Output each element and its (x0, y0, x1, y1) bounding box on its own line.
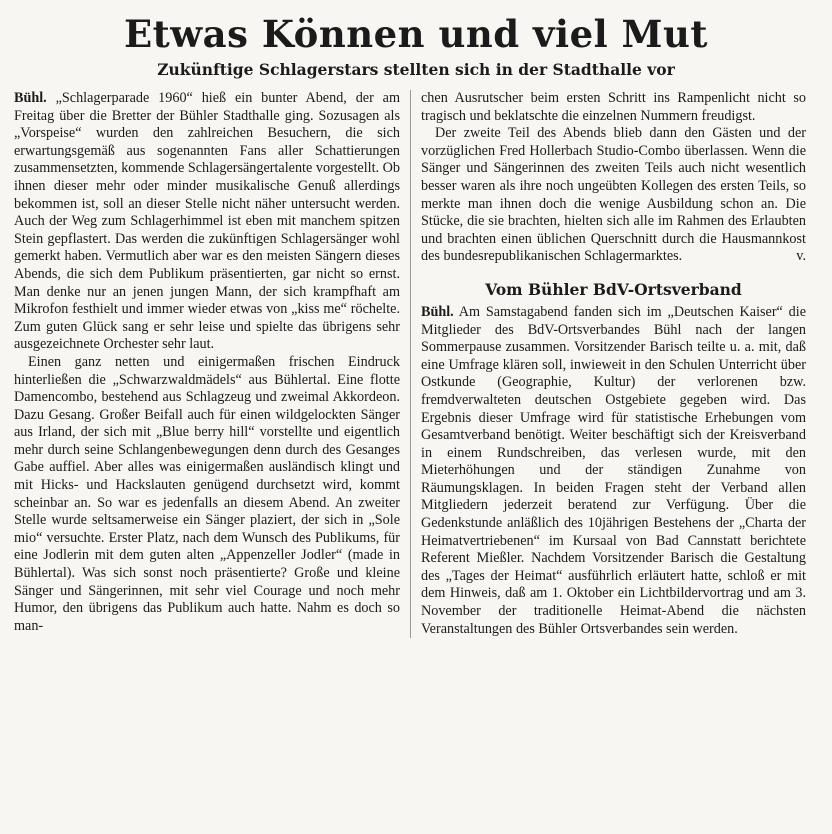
dateline: Bühl. (421, 303, 454, 320)
paragraph (14, 90, 400, 354)
paragraph-text: chen Ausrutscher beim ersten Schritt ins Rampenlicht nicht so tragisch und beklatschte die einzelnen Nummern freudigst. (421, 90, 806, 124)
paragraph-text: Einen ganz netten und einigermaßen frischen Eindruck hinterließen die „Schwarzwaldmädels“ aus Bühlertal. Eine flotte Damencombo, bestehend aus Schlagzeug und zweimal Akkordeon. Dazu Gesang. Großer Beifall auch für einen wildgelockten Sänger aus Irland, der sich mit „Blue berry hill“ vorstellte und eigentlich mehr durch seine Schlangenbewegungen denn durch des Gesanges Gabe auffiel. Aber alles was einigermaßen ausländisch klingt und mit Hicks- und Hackslauten genügend durchsetzt wird, kommt scheinbar an. So war es jedenfalls an diesem Abend. An zweiter Stelle wurde seltsamerweise ein Sänger plaziert, der sich in „Sole mio“ versuchte. Erster Platz, nach dem Wunsch des Publikums, für eine Jodlerin mit dem guten alten „Appenzeller Jodler“ (made in Bühlertal). Was sich sonst noch präsentierte? Große und kleine Sänger und Sängerinnen, mit sehr viel Courage und noch mehr Humor, den übrigens das Publikum auch hatte. Nahm es doch so man- (14, 353, 400, 634)
author-signature: v. (796, 248, 806, 265)
subheadline: Zukünftige Schlagerstars stellten sich in der Stadthalle vor (157, 60, 675, 79)
paragraph (14, 354, 400, 636)
paragraph (421, 90, 806, 125)
article-columns (14, 90, 818, 638)
paragraph-text: Am Samstagabend fanden sich im „Deutschen Kaiser“ die Mitglieder des BdV-Ortsverbandes Bühl nach der langen Sommerpause zusammen. Vorsitzender Barisch teilte u. a. mit, daß eine Umfrage klären soll, inwieweit in den Schulen Unterricht über Ostkunde (Geographie, Kultur) der verlorenen bzw. fremdverwalteten deutschen Ostgebiete gegeben wird. Das Ergebnis dieser Umfrage wird für statistische Erhebungen vom Gesamtverband benötigt. Weiter beschäftigt sich der Kreisverband in einem Rundschreiben, das verlesen wurde, mit den Mieterhöhungen und der ständigen Zunahme von Räumungsklagen. In beiden Fragen steht der Verband allen Mitgliedern jederzeit beratend zur Verfügung. Über die Gedenkstunde anläßlich des 10jährigen Bestehens der „Charta der Heimatvertriebenen“ im Kursaal von Bad Cannstatt berichtete Referent Mießler. Nachdem Vorsitzender Barisch die Gestaltung des „Tages der Heimat“ ausführlich erläutert hatte, schloß er mit dem Hinweis, daß am 1. Oktober ein Lichtbildervortrag und am 3. November der traditionelle Heimat-Abend die nächsten Veranstaltungen des Bühler Ortsverbandes sein werden. (421, 303, 806, 637)
paragraph-text: Der zweite Teil des Abends blieb dann den Gästen und der vorzüglichen Fred Hollerbach Studio-Combo überlassen. Wenn die Sänger und Sängerinnen des zweiten Teils auch nicht wesentlich besser waren als ihre noch ungeübten Kollegen des ersten Teils, so merkte man ihnen doch die wenige Ausbildung schon an. Die Stücke, die sie brachten, hielten sich alle im Rahmen des Erlaubten und brachten einen üblichen Querschnitt durch die Hausmannkost des bundesrepublikanischen Schlagermarktes. (421, 125, 806, 265)
paragraph (421, 304, 806, 638)
paragraph-text: „Schlagerparade 1960“ hieß ein bunter Abend, der am Freitag über die Bretter der Bühler Stadthalle ging. Sozusagen als „Vorspeise“ wurden den zahlreichen Besuchern, die sich erwartungsgemäß aus sogenannten Fans aller Schattierungen zusammensetzten, kommende Schlagersängertalente vorgestellt. Ob ihnen dieser mehr oder minder musikalische Genuß allerdings bekommen ist, soll an dieser Stelle nicht näher untersucht werden. Auch der Weg zum Schlagerhimmel ist eben mit manchem spitzen Stein gepflastert. Das werden die zukünftigen Schlagersänger wohl gemerkt haben. Vermutlich aber war es den meisten Sängern dieses Abends, die sich dem Publikum präsentierten, gar nicht so ernst. Man denke nur an jenen jungen Mann, der sich krampfhaft am Mikrofon festhielt und immer wieder etwas von „kiss me“ röchelte. Zum guten Glück sang er sehr leise und spielte das übrigens sehr ausgezeichnete Orchester sehr laut. (14, 90, 400, 353)
headline: Etwas Können und viel Mut (123, 12, 708, 56)
second-headline: Vom Bühler BdV-Ortsverband (485, 279, 742, 299)
right-column (410, 90, 806, 638)
dateline: Bühl. (14, 90, 47, 106)
paragraph (421, 125, 806, 266)
left-column (14, 90, 410, 638)
